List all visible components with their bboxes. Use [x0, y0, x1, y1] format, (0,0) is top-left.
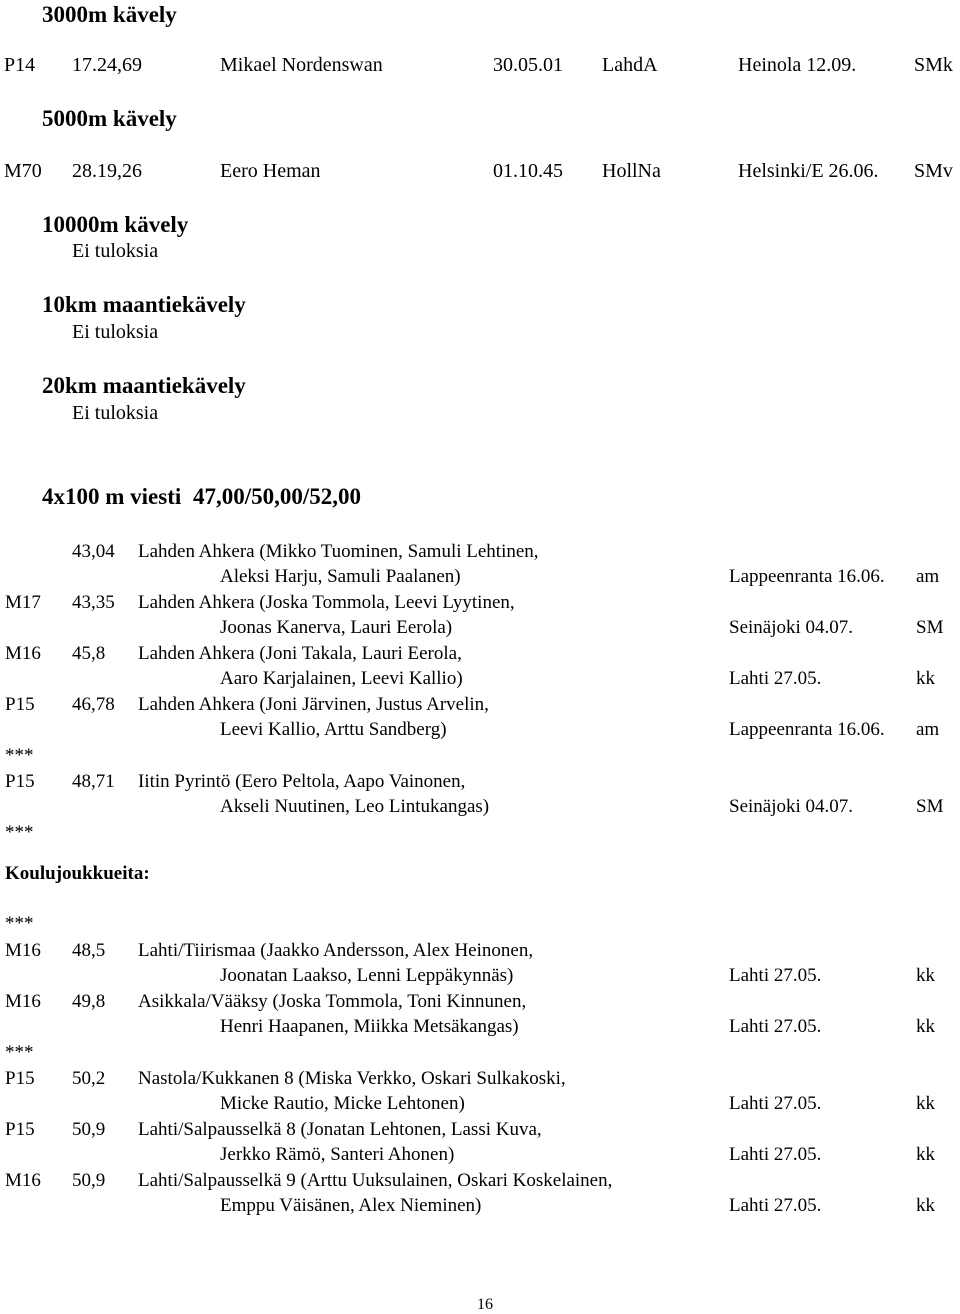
time-cell: 50,2 [72, 1068, 106, 1089]
birthdate-cell: 30.05.01 [493, 54, 563, 76]
competition-cell: SM [916, 796, 944, 817]
time-cell: 17.24,69 [72, 54, 142, 76]
team-members-cell: Leevi Kallio, Arttu Sandberg) [220, 719, 447, 740]
competition-cell: am [916, 566, 940, 587]
athlete-cell: Eero Heman [220, 160, 321, 182]
heading-3000m-walk: 3000m kävely [42, 2, 177, 27]
separator-stars: *** [5, 745, 34, 766]
place-cell: Lahti 27.05. [729, 668, 822, 689]
separator-stars: *** [5, 822, 34, 843]
team-members-cell: Micke Rautio, Micke Lehtonen) [220, 1093, 465, 1114]
time-cell: 43,04 [72, 541, 115, 562]
heading-school-teams: Koulujoukkueita: [5, 863, 150, 884]
time-cell: 45,8 [72, 643, 106, 664]
heading-10000m-walk: 10000m kävely [42, 212, 189, 237]
class-cell: M17 [5, 592, 41, 613]
team-members-cell: Jerkko Rämö, Santeri Ahonen) [220, 1144, 455, 1165]
team-members-cell: Joonas Kanerva, Lauri Eerola) [220, 617, 453, 638]
class-cell: P15 [5, 771, 35, 792]
club-cell: LahdA [602, 54, 658, 76]
class-cell: P15 [5, 1068, 35, 1089]
place-cell: Helsinki/E 26.06. [738, 160, 879, 182]
competition-cell: SMv [914, 160, 953, 182]
time-cell: 48,71 [72, 771, 115, 792]
no-results-text: Ei tuloksia [72, 321, 159, 343]
team-cell: Asikkala/Vääksy (Joska Tommola, Toni Kinnunen, [138, 991, 527, 1012]
competition-cell: kk [916, 965, 935, 986]
class-cell: P14 [4, 54, 36, 76]
class-cell: M16 [5, 940, 41, 961]
time-cell: 50,9 [72, 1119, 106, 1140]
team-cell: Lahti/Tiirismaa (Jaakko Andersson, Alex Heinonen, [138, 940, 534, 961]
team-cell: Lahden Ahkera (Mikko Tuominen, Samuli Lehtinen, [138, 541, 539, 562]
time-cell: 43,35 [72, 592, 115, 613]
athlete-cell: Mikael Nordenswan [220, 54, 383, 76]
separator-stars: *** [5, 1042, 34, 1063]
place-cell: Lahti 27.05. [729, 1093, 822, 1114]
team-cell: Lahden Ahkera (Joni Takala, Lauri Eerola, [138, 643, 462, 664]
place-cell: Lahti 27.05. [729, 1195, 822, 1216]
class-cell: P15 [5, 1119, 35, 1140]
heading-20km-road-walk: 20km maantiekävely [42, 373, 246, 398]
place-cell: Lahti 27.05. [729, 965, 822, 986]
time-cell: 28.19,26 [72, 160, 142, 182]
team-cell: Lahti/Salpausselkä 9 (Arttu Uuksulainen, Oskari Koskelainen, [138, 1170, 613, 1191]
competition-cell: kk [916, 1093, 935, 1114]
team-cell: Iitin Pyrintö (Eero Peltola, Aapo Vainonen, [138, 771, 466, 792]
place-cell: Lahti 27.05. [729, 1144, 822, 1165]
page-number: 16 [477, 1296, 493, 1313]
team-members-cell: Aaro Karjalainen, Leevi Kallio) [220, 668, 463, 689]
team-members-cell: Emppu Väisänen, Alex Nieminen) [220, 1195, 482, 1216]
place-cell: Lappeenranta 16.06. [729, 566, 885, 587]
team-cell: Nastola/Kukkanen 8 (Miska Verkko, Oskari Sulkakoski, [138, 1068, 566, 1089]
class-cell: M16 [5, 1170, 41, 1191]
birthdate-cell: 01.10.45 [493, 160, 563, 182]
competition-cell: kk [916, 1144, 935, 1165]
competition-cell: kk [916, 1016, 935, 1037]
competition-cell: kk [916, 668, 935, 689]
heading-4x100-relay [42, 484, 361, 510]
team-members-cell: Aleksi Harju, Samuli Paalanen) [220, 566, 461, 587]
place-cell: Seinäjoki 04.07. [729, 617, 854, 638]
team-cell: Lahti/Salpausselkä 8 (Jonatan Lehtonen, Lassi Kuva, [138, 1119, 542, 1140]
competition-cell: kk [916, 1195, 935, 1216]
place-cell: Heinola 12.09. [738, 54, 857, 76]
place-cell: Lahti 27.05. [729, 1016, 822, 1037]
team-cell: Lahden Ahkera (Joni Järvinen, Justus Arvelin, [138, 694, 489, 715]
class-cell: M16 [5, 991, 41, 1012]
competition-cell: SM [916, 617, 944, 638]
class-cell: P15 [5, 694, 35, 715]
team-members-cell: Akseli Nuutinen, Leo Lintukangas) [220, 796, 490, 817]
class-cell: M70 [4, 160, 42, 182]
heading-5000m-walk: 5000m kävely [42, 106, 177, 131]
relay-title: 4x100 m viesti [42, 484, 182, 509]
class-cell: M16 [5, 643, 41, 664]
time-cell: 48,5 [72, 940, 106, 961]
team-cell: Lahden Ahkera (Joska Tommola, Leevi Lyytinen, [138, 592, 515, 613]
club-cell: HollNa [602, 160, 661, 182]
competition-cell: am [916, 719, 940, 740]
no-results-text: Ei tuloksia [72, 402, 159, 424]
competition-cell: SMk [914, 54, 953, 76]
team-members-cell: Henri Haapanen, Miikka Metsäkangas) [220, 1016, 519, 1037]
team-members-cell: Joonatan Laakso, Lenni Leppäkynnäs) [220, 965, 514, 986]
no-results-text: Ei tuloksia [72, 240, 159, 262]
separator-stars: *** [5, 913, 34, 934]
time-cell: 50,9 [72, 1170, 106, 1191]
heading-10km-road-walk: 10km maantiekävely [42, 292, 246, 317]
place-cell: Lappeenranta 16.06. [729, 719, 885, 740]
relay-limits: 47,00/50,00/52,00 [193, 484, 362, 509]
place-cell: Seinäjoki 04.07. [729, 796, 854, 817]
time-cell: 46,78 [72, 694, 115, 715]
time-cell: 49,8 [72, 991, 106, 1012]
